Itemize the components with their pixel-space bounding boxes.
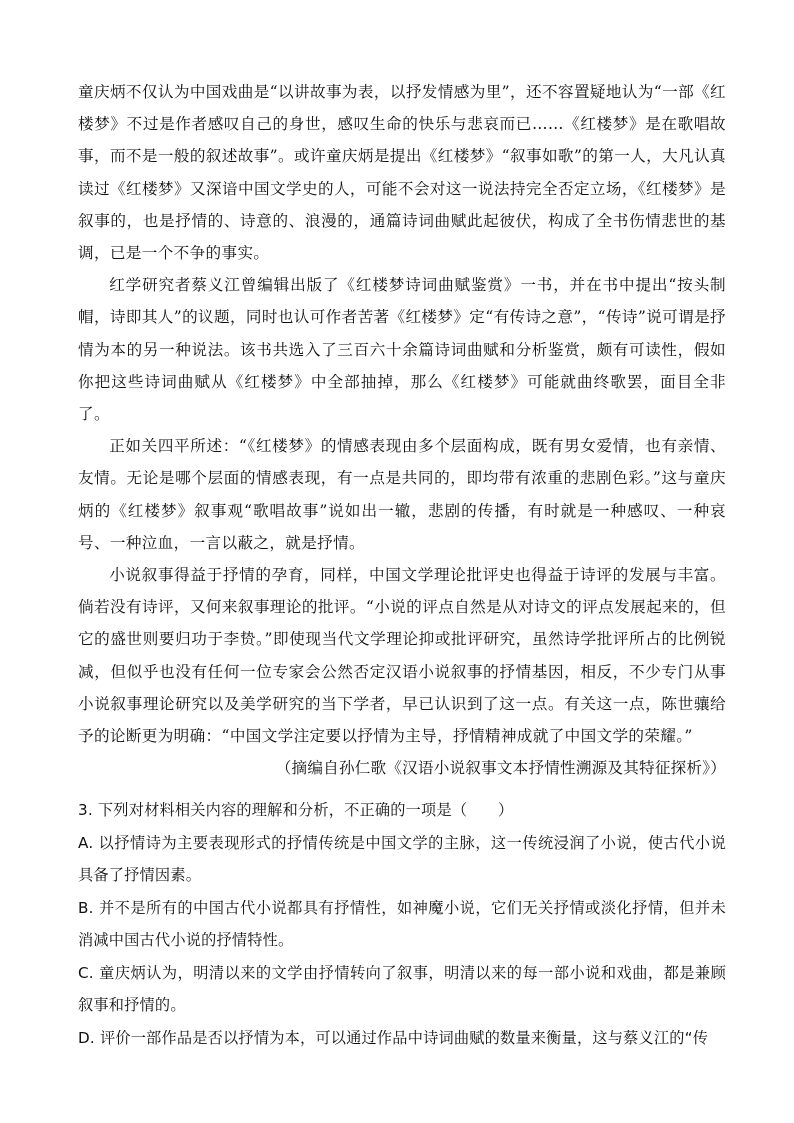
option-c: C. 童庆炳认为，明清以来的文学由抒情转向了叙事，明清以来的每一部小说和戏曲，都是兼顾叙事和抒情的。 [78, 963, 726, 1014]
option-a: A. 以抒情诗为主要表现形式的抒情传统是中国文学的主脉，这一传统浸润了小说，使古代小说具备了抒情因素。 [78, 833, 726, 884]
passage-paragraph-4: 小说叙事得益于抒情的孕育，同样，中国文学理论批评史也得益于诗评的发展与丰富。倘若没有诗评，又何来叙事理论的批评。“小说的评点自然是从对诗文的评点发展起来的，但它的盛世则要归功于李贽。”即使现当代文学理论抑或批评研究，虽然诗学批评所占的比例锐减，但似乎也没有任何一位专家会公然否定汉语小说叙事的抒情基因，相反，不少专门从事小说叙事理论研究以及美学研究的当下学者，早已认识到了这一点。有关这一点，陈世骧给予的论断更为明确：“中国文学注定要以抒情为主导，抒情精神成就了中国文学的荣耀。” [78, 566, 726, 746]
option-b: B. 并不是所有的中国古代小说都具有抒情性，如神魔小说，它们无关抒情或淡化抒情，但并未消减中国古代小说的抒情特性。 [78, 898, 726, 949]
reading-passage [78, 76, 726, 784]
passage-source-citation: （摘编自孙仁歌《汉语小说叙事文本抒情性溯源及其特征探析》） [275, 759, 726, 778]
question-stem: 3. 下列对材料相关内容的理解和分析，不正确的一项是（ ） [78, 801, 514, 819]
passage-paragraph-2: 红学研究者蔡义江曾编辑出版了《红楼梦诗词曲赋鉴赏》一书，并在书中提出“按头制帽，诗即其人”的议题，同时也认可作者苦著《红楼梦》定“有传诗之意”，“传诗”说可谓是抒情为本的另一种说法。该书共选入了三百六十余篇诗词曲赋和分析鉴赏，颇有可读性，假如你把这些诗词曲赋从《红楼梦》中全部抽掉，那么《红楼梦》可能就曲终歌罢，面目全非了。 [78, 276, 726, 424]
option-d: D. 评价一部作品是否以抒情为本，可以通过作品中诗词曲赋的数量来衡量，这与蔡义江的“传 [78, 1028, 709, 1047]
question-block [78, 794, 726, 1054]
passage-paragraph-1: 童庆炳不仅认为中国戏曲是“以讲故事为表，以抒发情感为里”，还不容置疑地认为“一部《红楼梦》不过是作者感叹自己的身世，感叹生命的快乐与悲哀而已……《红楼梦》是在歌唱故事，而不是一般的叙述故事”。或许童庆炳是提出《红楼梦》“叙事如歌”的第一人，大凡认真读过《红楼梦》又深谙中国文学史的人，可能不会对这一说法持完全否定立场，《红楼梦》是叙事的，也是抒情的、诗意的、浪漫的，通篇诗词曲赋此起彼伏，构成了全书伤情悲世的基调，已是一个不争的事实。 [78, 83, 726, 263]
passage-paragraph-3: 正如关四平所述：“《红楼梦》的情感表现由多个层面构成，既有男女爱情，也有亲情、友情。无论是哪个层面的情感表现，有一点是共同的，即均带有浓重的悲剧色彩。”这与童庆炳的《红楼梦》叙事观“歌唱故事”说如出一辙，悲剧的传播，有时就是一种感叹、一种哀号、一种泣血，一言以蔽之，就是抒情。 [78, 437, 726, 552]
